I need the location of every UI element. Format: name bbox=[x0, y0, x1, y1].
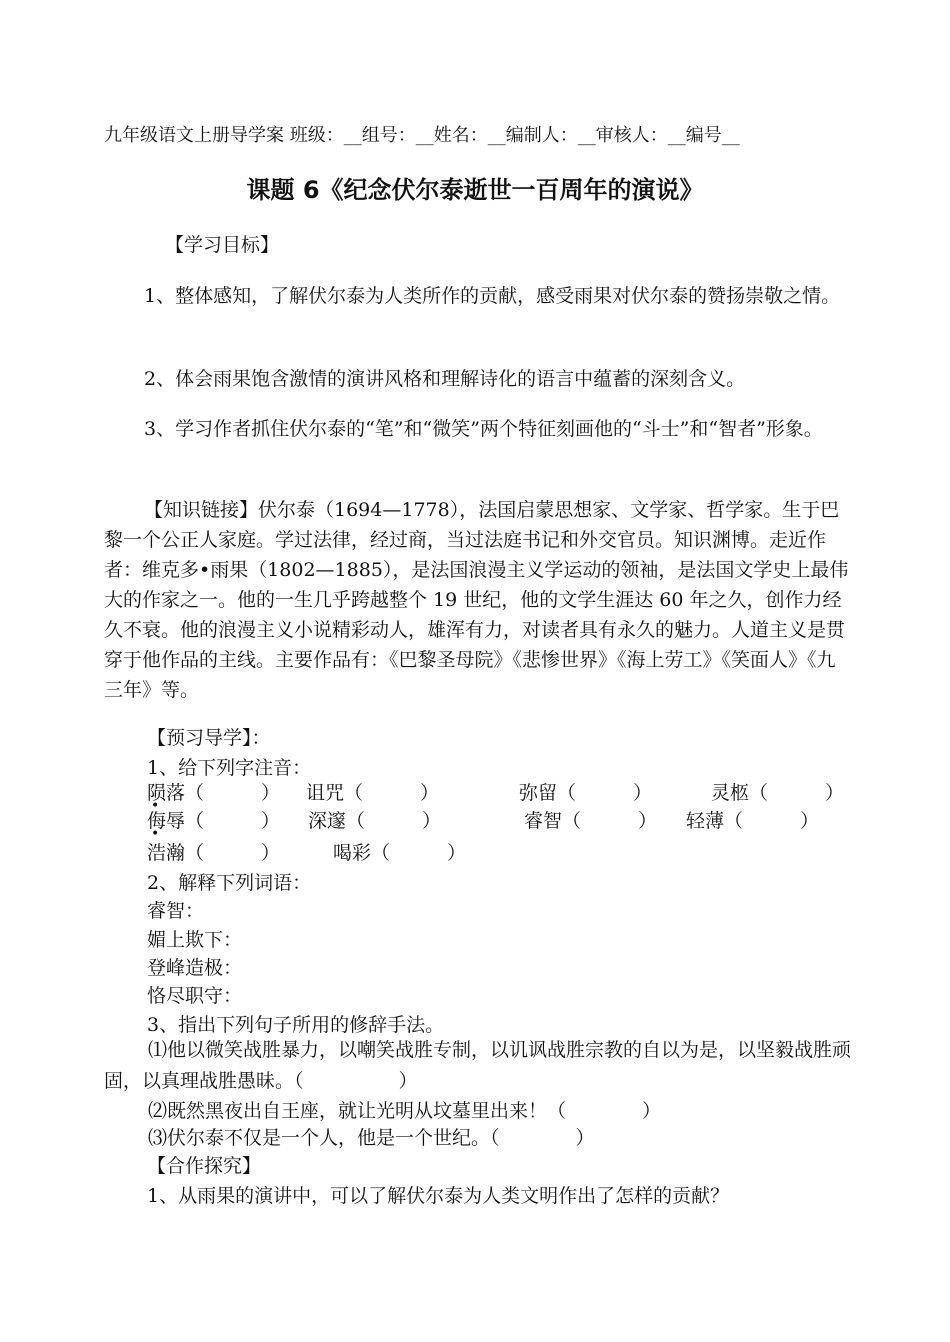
word-item: 登峰造极： bbox=[147, 957, 243, 979]
objective-item: 2、体会雨果饱含激情的演讲风格和理解诗化的语言中蕴蓄的深刻含义。 bbox=[144, 368, 746, 390]
question-rhetoric: 3、指出下列句子所用的修辞手法。 bbox=[147, 1014, 445, 1036]
cooperate-heading: 【合作探究】 bbox=[147, 1155, 262, 1177]
pinyin-item: 弥留（ ） bbox=[519, 782, 653, 804]
question-explain: 2、解释下列词语： bbox=[147, 872, 312, 894]
word-item: 媚上欺下： bbox=[147, 929, 243, 951]
pinyin-item: 侮辱（ ） • bbox=[147, 806, 280, 833]
objectives-heading: 【学习目标】 bbox=[165, 234, 280, 256]
rhetoric-sentence: ⑴他以微笑战胜暴力，以嘲笑战胜专制，以讥讽战胜宗教的自以为是，以坚毅战胜顽固，以真理战胜愚昧。（ ） bbox=[104, 1039, 852, 1092]
pinyin-item: 喝彩（ ） bbox=[333, 842, 467, 864]
objective-item: 1、整体感知，了解伏尔泰为人类所作的贡献，感受雨果对伏尔泰的赞扬崇敬之情。 bbox=[144, 285, 841, 307]
rhetoric-sentence: ⑶伏尔泰不仅是一个人，他是一个世纪。（ ） bbox=[148, 1127, 595, 1149]
preview-heading: 【预习导学】： bbox=[147, 727, 271, 749]
pinyin-item: 陨落（ ） • bbox=[147, 778, 280, 805]
page-header: 九年级语文上册导学案 班级：__组号：__姓名：__编制人：__审核人：__编号__ bbox=[104, 125, 740, 146]
pinyin-item: 浩瀚（ ） bbox=[147, 842, 281, 864]
question-pinyin: 1、给下列字注音： bbox=[147, 757, 312, 779]
word-item: 睿智： bbox=[147, 900, 205, 922]
pinyin-item: 睿智（ ） bbox=[524, 810, 658, 832]
pinyin-item: 灵柩（ ） bbox=[711, 782, 845, 804]
cooperate-question: 1、从雨果的演讲中，可以了解伏尔泰为人类文明作出了怎样的贡献？ bbox=[147, 1185, 730, 1207]
word-item: 恪尽职守： bbox=[147, 985, 243, 1007]
knowledge-link: 【知识链接】伏尔泰（1694—1778），法国启蒙思想家、文学家、哲学家。生于巴黎一个公正人家庭。学过法律，经过商，当过法庭书记和外交官员。知识渊博。走近作者：维克多•雨果（1802—1885），是法国浪漫主义学运动的领袖，是法国文学史上最伟大的作家之一。他的一生几乎跨越整个 19 世纪，他的文学生涯达 60 年之久，创作力经久不衰。他的浪漫主义小说精彩动人，雄浑有力，对读者具有永久的魅力。人道主义是贯穿于他作品的主线。主要作品有：《巴黎圣母院》《悲惨世界》《海上劳工》《笑面人》《九三年》等。 bbox=[104, 499, 849, 701]
rhetoric-sentence: ⑵既然黑夜出自王座，就让光明从坟墓里出来！（ ） bbox=[148, 1100, 662, 1122]
pinyin-item: 诅咒（ ） bbox=[306, 782, 440, 804]
pinyin-item: 轻薄（ ） bbox=[686, 810, 820, 832]
page-title: 课题 6《纪念伏尔泰逝世一百周年的演说》 bbox=[246, 176, 704, 204]
pinyin-item: 深邃（ ） bbox=[308, 810, 442, 832]
objective-item: 3、学习作者抓住伏尔泰的“笔”和“微笑”两个特征刻画他的“斗士”和“智者”形象。 bbox=[144, 418, 823, 440]
